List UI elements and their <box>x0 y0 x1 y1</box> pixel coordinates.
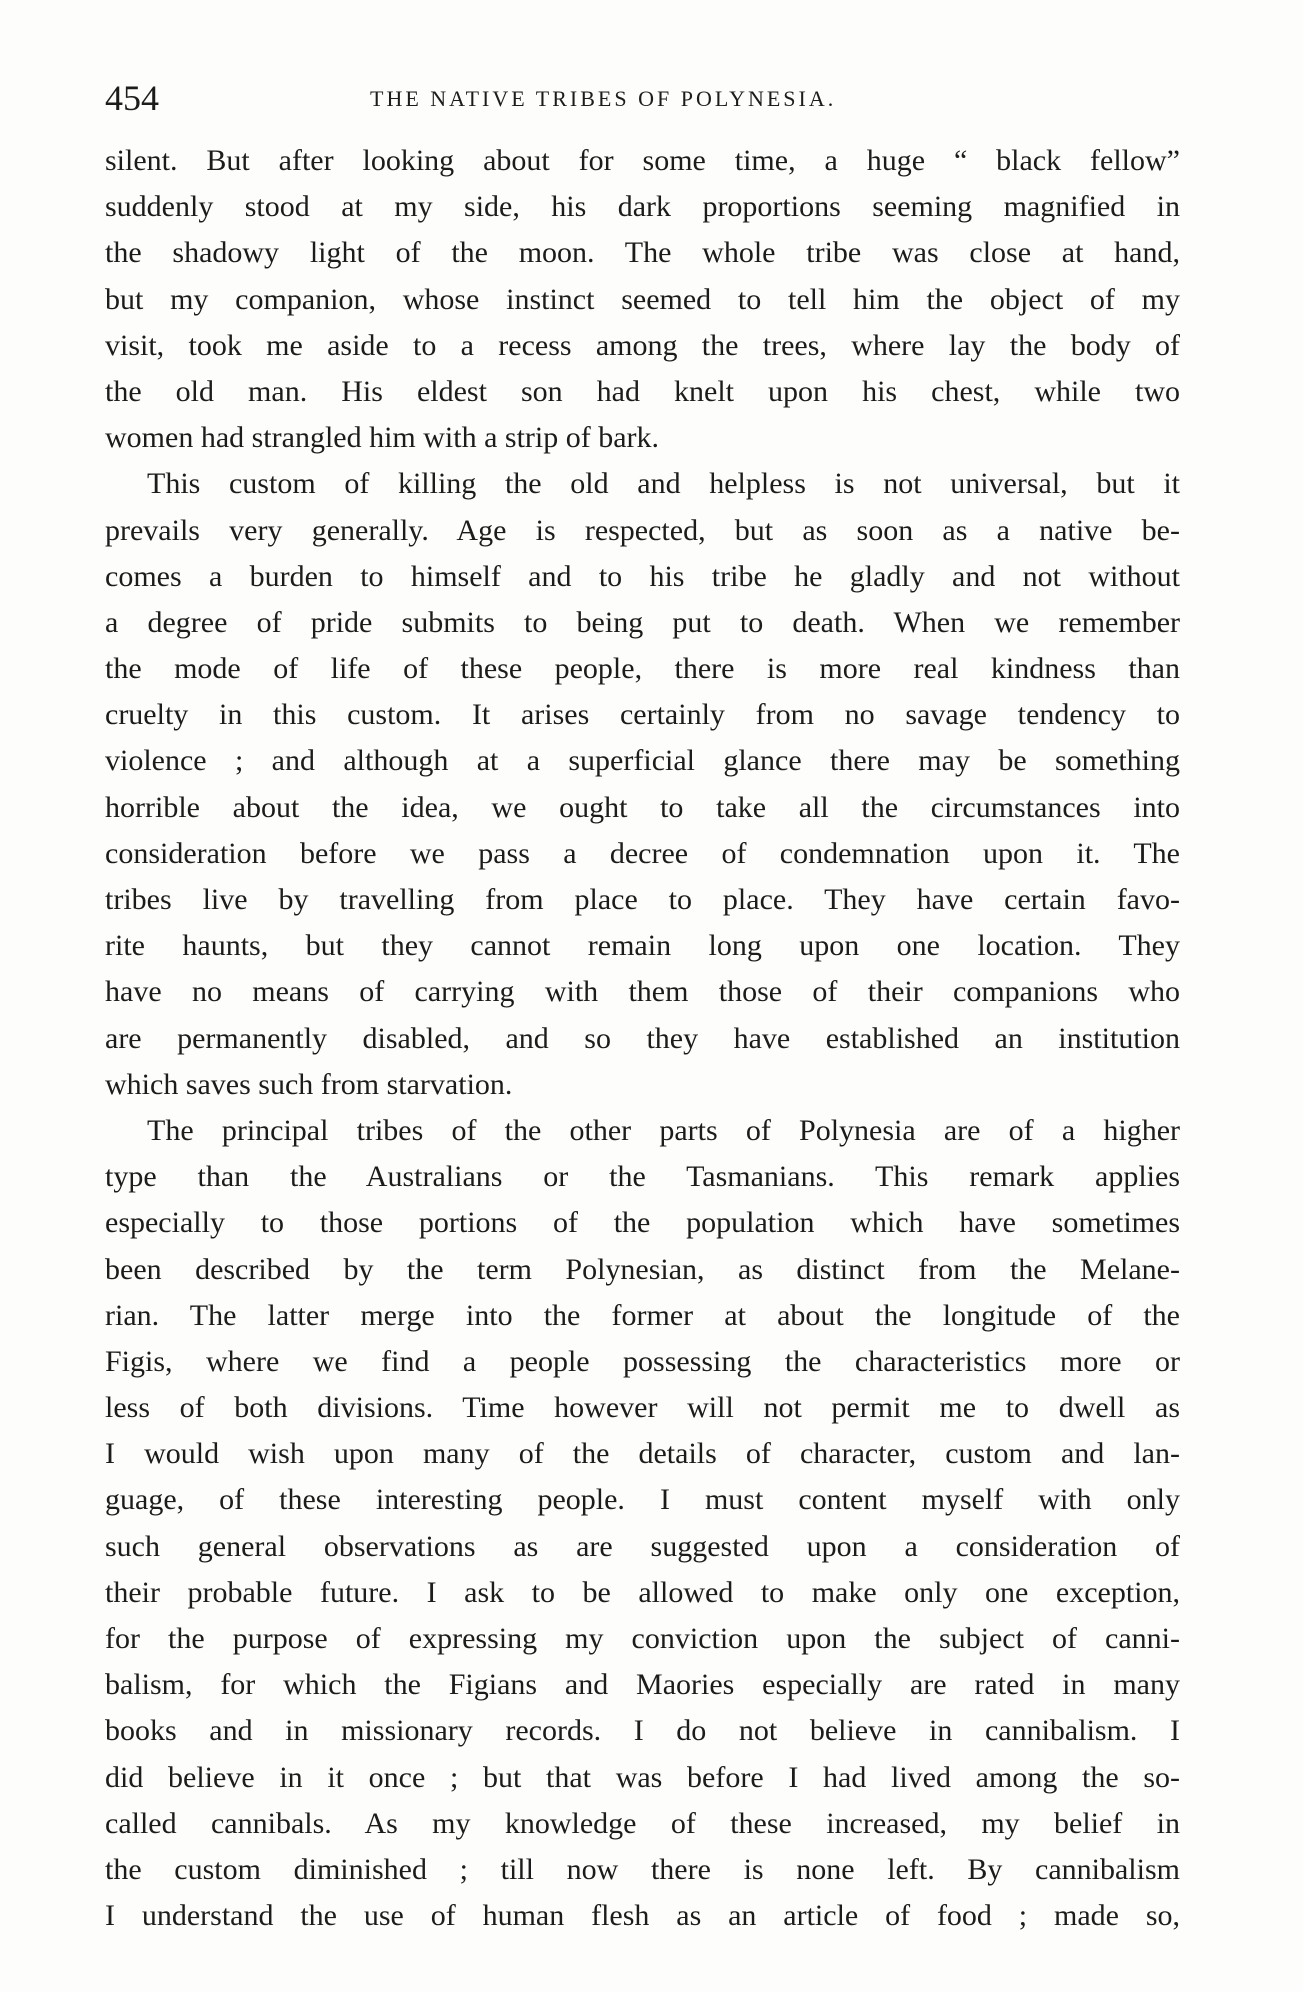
text-line: for the purpose of expressing my conviction upon the subject of canni- <box>105 1622 1180 1655</box>
running-head <box>105 78 1175 118</box>
text-line: balism, for which the Figians and Maories especially are rated in many <box>105 1668 1180 1702</box>
text-line: women had strangled him with a strip of bark. <box>105 421 660 455</box>
text-line: Figis, where we find a people possessing the characteristics more or <box>105 1344 1180 1378</box>
text-line: the shadowy light of the moon. The whole tribe was close at hand, <box>105 236 1180 270</box>
text-line: rite haunts, but they cannot remain long upon one location. They <box>105 929 1180 963</box>
text-line: the custom diminished ; till now there is none left. By cannibalism <box>105 1852 1180 1886</box>
text-line: the old man. His eldest son had knelt upon his chest, while two <box>105 374 1180 408</box>
paragraph-start-line: The principal tribes of the other parts of Polynesia are of a higher <box>147 1113 1180 1147</box>
text-line: especially to those portions of the population which have sometimes <box>105 1206 1180 1240</box>
body-text <box>105 138 1180 1939</box>
text-line: such general observations as are suggested upon a consideration of <box>105 1529 1180 1563</box>
text-line: been described by the term Polynesian, as distinct from the Melane- <box>105 1252 1180 1286</box>
text-line: cruelty in this custom. It arises certainly from no savage tendency to <box>105 698 1180 732</box>
text-line: comes a burden to himself and to his tribe he gladly and not without <box>105 559 1180 593</box>
text-line: books and in missionary records. I do not believe in cannibalism. I <box>105 1714 1180 1748</box>
text-line: their probable future. I ask to be allowed to make only one exception, <box>105 1575 1180 1609</box>
text-line: tribes live by travelling from place to place. They have certain favo- <box>105 883 1180 916</box>
text-line: type than the Australians or the Tasmanians. This remark applies <box>105 1160 1180 1194</box>
text-line: which saves such from starvation. <box>105 1067 513 1101</box>
text-line: silent. But after looking about for some time, a huge “ black fellow” <box>105 144 1180 177</box>
text-line: rian. The latter merge into the former at about the longitude of the <box>105 1298 1180 1332</box>
text-line: I would wish upon many of the details of character, custom and lan- <box>105 1437 1180 1471</box>
text-line: visit, took me aside to a recess among the trees, where lay the body of <box>105 328 1180 362</box>
text-line: have no means of carrying with them those of their companions who <box>105 975 1180 1009</box>
text-line: violence ; and although at a superficial glance there may be something <box>105 744 1180 778</box>
text-line: the mode of life of these people, there is more real kindness than <box>105 652 1180 686</box>
text-line: did believe in it once ; but that was before I had lived among the so- <box>105 1760 1180 1794</box>
text-line: a degree of pride submits to being put to death. When we remember <box>105 605 1180 639</box>
text-line: I understand the use of human flesh as an article of food ; made so, <box>105 1899 1180 1933</box>
text-line: are permanently disabled, and so they have established an institution <box>105 1021 1180 1055</box>
text-line: called cannibals. As my knowledge of these increased, my belief in <box>105 1806 1180 1840</box>
text-line: consideration before we pass a decree of condemnation upon it. The <box>105 836 1180 870</box>
running-title: THE NATIVE TRIBES OF POLYNESIA. <box>370 86 837 111</box>
text-line: guage, of these interesting people. I must content myself with only <box>105 1483 1180 1517</box>
paragraph-start-line: This custom of killing the old and helpless is not universal, but it <box>147 467 1180 501</box>
text-line: prevails very generally. Age is respected, but as soon as a native be- <box>105 513 1180 547</box>
text-line: suddenly stood at my side, his dark proportions seeming magnified in <box>105 190 1180 224</box>
text-line: horrible about the idea, we ought to take all the circumstances into <box>105 790 1180 824</box>
text-line: but my companion, whose instinct seemed to tell him the object of my <box>105 282 1180 316</box>
text-line: less of both divisions. Time however will not permit me to dwell as <box>105 1391 1180 1425</box>
page-number: 454 <box>105 78 159 118</box>
